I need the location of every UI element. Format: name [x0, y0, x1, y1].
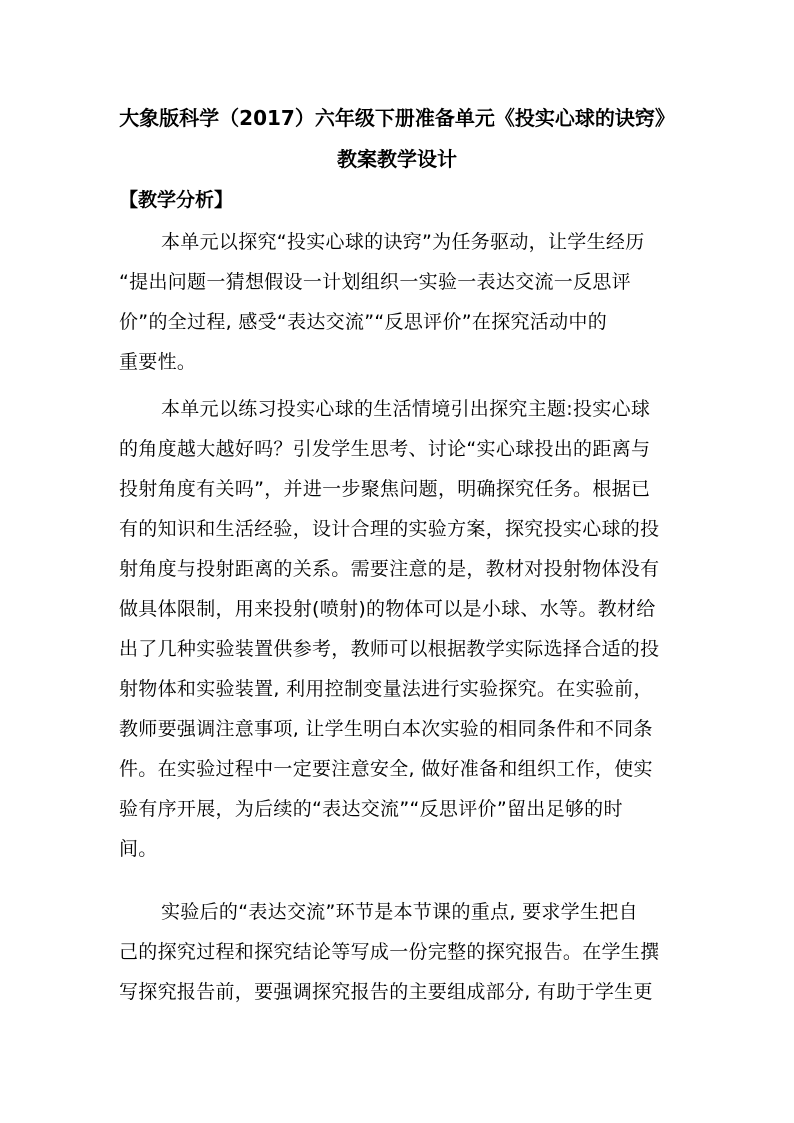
paragraph-2-line-4: 有的知识和生活经验，设计合理的实验方案，探究投实心球的投 [119, 518, 660, 540]
paragraph-2-line-9: 教师要强调注意事项, 让学生明白本次实验的相同条件和不同条 [119, 718, 653, 740]
section-heading-teaching-analysis: 【教学分析】 [119, 189, 234, 211]
document-title-line-2: 教案教学设计 [337, 147, 457, 171]
paragraph-1-line-4: 重要性。 [119, 351, 197, 373]
paragraph-3-line-1: 实验后的“表达交流”环节是本节课的重点, 要求学生把自 [161, 901, 638, 923]
paragraph-2-line-3: 投射角度有关吗”，并进一步聚焦问题，明确探究任务。根据已 [119, 478, 651, 500]
document-title-line-1: 大象版科学（2017）六年级下册准备单元《投实心球的诀窍》 [119, 106, 675, 130]
paragraph-2-line-11: 验有序开展，为后续的“表达交流”“反思评价”留出足够的时 [119, 798, 623, 820]
paragraph-2-line-2: 的角度越大越好吗？引发学生思考、讨论“实心球投出的距离与 [119, 438, 651, 460]
paragraph-1-line-1: 本单元以探究“投实心球的诀窍”为任务驱动，让学生经历 [161, 231, 645, 253]
paragraph-2-line-10: 件。在实验过程中一定要注意安全, 做好准备和组织工作，使实 [119, 758, 653, 780]
paragraph-2-line-1: 本单元以练习投实心球的生活情境引出探究主题:投实心球 [161, 398, 651, 420]
paragraph-3-line-3: 写探究报告前，要强调探究报告的主要组成部分, 有助于学生更 [119, 981, 653, 1003]
paragraph-2-line-8: 射物体和实验装置, 利用控制变量法进行实验探究。在实验前， [119, 678, 653, 700]
paragraph-2-line-5: 射角度与投射距离的关系。需要注意的是，教材对投射物体没有 [119, 558, 660, 580]
paragraph-2-line-12: 间。 [119, 838, 158, 860]
paragraph-3-line-2: 己的探究过程和探究结论等写成一份完整的探究报告。在学生撰 [119, 941, 660, 963]
paragraph-2-line-6: 做具体限制，用来投射(喷射)的物体可以是小球、水等。教材给 [119, 598, 656, 620]
paragraph-1-line-2: “提出问题一猜想假设一计划组织一实验一表达交流一反思评 [119, 271, 631, 293]
paragraph-1-line-3: 价”的全过程, 感受“表达交流”“反思评价”在探究活动中的 [119, 311, 607, 333]
paragraph-2-line-7: 出了几种实验装置供参考，教师可以根据教学实际选择合适的投 [119, 638, 660, 660]
